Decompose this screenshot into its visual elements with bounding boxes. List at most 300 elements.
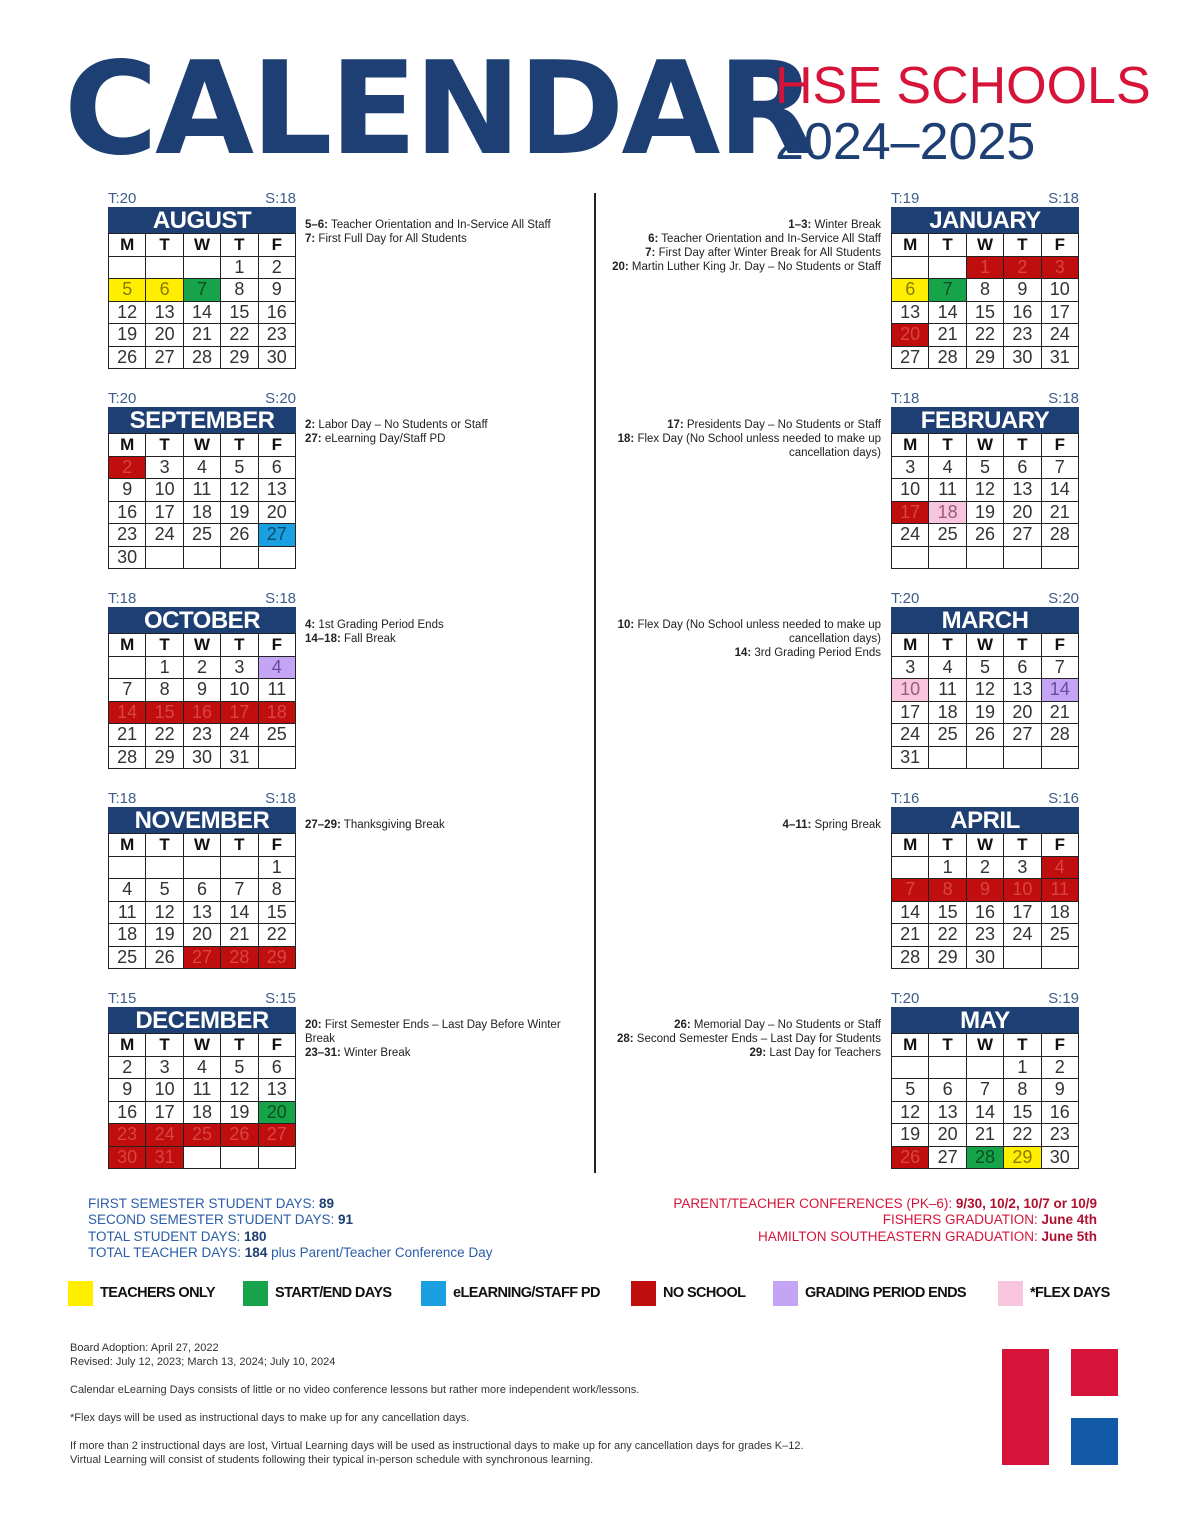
day-cell: 26 xyxy=(966,724,1003,747)
empty-cell xyxy=(258,746,295,769)
month-grid xyxy=(108,1033,296,1169)
empty-cell xyxy=(892,256,929,279)
day-cell: 1 xyxy=(966,256,1003,279)
day-cell: 7 xyxy=(1041,656,1078,679)
legend-label: NO SCHOOL xyxy=(663,1285,746,1301)
note-dates: 14: xyxy=(734,647,752,659)
day-cell: 3 xyxy=(1041,256,1078,279)
note-text: Teacher Orientation and In-Service All Staff xyxy=(658,233,881,245)
month-notes-march xyxy=(609,618,881,660)
weekday-header: M xyxy=(109,434,146,457)
weekday-header: T xyxy=(221,834,258,857)
week-row xyxy=(109,301,296,324)
month-may xyxy=(891,990,1079,1169)
month-name: APRIL xyxy=(891,807,1079,833)
note-dates: 7: xyxy=(645,247,656,259)
day-cell: 28 xyxy=(929,346,966,369)
week-row xyxy=(892,501,1079,524)
day-cell: 7 xyxy=(892,879,929,902)
day-cell: 27 xyxy=(929,1146,966,1169)
week-row xyxy=(892,301,1079,324)
note-dates: 28: xyxy=(616,1033,634,1045)
day-cell: 21 xyxy=(1041,501,1078,524)
day-cell: 20 xyxy=(1004,501,1041,524)
week-row xyxy=(109,456,296,479)
weekday-row xyxy=(892,434,1079,457)
teacher-days: T:18 xyxy=(108,590,137,607)
day-cell: 10 xyxy=(146,1079,183,1102)
day-cell: 5 xyxy=(109,279,146,302)
day-cell: 2 xyxy=(966,856,1003,879)
note-line xyxy=(609,246,881,260)
day-cell: 10 xyxy=(892,479,929,502)
day-cell: 12 xyxy=(146,901,183,924)
day-cell: 27 xyxy=(258,1124,295,1147)
day-cell: 12 xyxy=(892,1101,929,1124)
day-cell: 30 xyxy=(258,346,295,369)
month-notes-december xyxy=(305,1018,577,1060)
week-row xyxy=(892,656,1079,679)
day-cell: 4 xyxy=(929,656,966,679)
month-day-counts xyxy=(891,590,1079,607)
weekday-header: W xyxy=(183,834,220,857)
weekday-header: T xyxy=(146,1034,183,1057)
day-cell: 4 xyxy=(929,456,966,479)
note-line xyxy=(305,232,577,246)
month-grid xyxy=(108,833,296,969)
legend-swatch xyxy=(243,1281,268,1306)
day-cell: 7 xyxy=(221,879,258,902)
day-cell: 3 xyxy=(146,456,183,479)
note-text: 1st Grading Period Ends xyxy=(315,619,444,631)
empty-cell xyxy=(183,1146,220,1169)
day-cell: 26 xyxy=(221,524,258,547)
day-cell: 10 xyxy=(1004,879,1041,902)
day-cell: 15 xyxy=(146,701,183,724)
page-title: CALENDAR xyxy=(64,35,813,184)
day-cell: 18 xyxy=(258,701,295,724)
note-text: Last Day for Teachers xyxy=(766,1047,881,1059)
day-cell: 22 xyxy=(929,924,966,947)
weekday-header: T xyxy=(221,634,258,657)
day-cell: 6 xyxy=(1004,656,1041,679)
note-dates: 1–3: xyxy=(788,219,812,231)
teacher-days: T:20 xyxy=(108,190,137,207)
day-cell: 15 xyxy=(258,901,295,924)
day-cell: 4 xyxy=(109,879,146,902)
day-cell: 13 xyxy=(258,479,295,502)
day-cell: 6 xyxy=(183,879,220,902)
day-cell: 12 xyxy=(221,479,258,502)
weekday-header: M xyxy=(109,1034,146,1057)
day-cell: 21 xyxy=(892,924,929,947)
weekday-header: T xyxy=(146,434,183,457)
day-cell: 13 xyxy=(892,301,929,324)
day-cell: 5 xyxy=(221,1056,258,1079)
note-dates: 14–18: xyxy=(305,633,341,645)
day-cell: 16 xyxy=(1004,301,1041,324)
stat-line: TOTAL TEACHER DAYS: 184 plus Parent/Teacher Conference Day xyxy=(88,1245,493,1261)
day-cell: 16 xyxy=(183,701,220,724)
school-year: 2024–2025 xyxy=(775,113,1036,171)
day-cell: 3 xyxy=(221,656,258,679)
empty-cell xyxy=(892,546,929,569)
day-cell: 28 xyxy=(221,946,258,969)
weekday-row xyxy=(892,634,1079,657)
day-cell: 24 xyxy=(892,524,929,547)
teacher-days: T:20 xyxy=(891,590,920,607)
note-text: Thanksgiving Break xyxy=(340,819,445,831)
month-august xyxy=(108,190,296,369)
month-day-counts xyxy=(891,390,1079,407)
weekday-header: M xyxy=(892,834,929,857)
day-cell: 3 xyxy=(1004,856,1041,879)
day-cell: 16 xyxy=(109,501,146,524)
day-cell: 26 xyxy=(221,1124,258,1147)
day-cell: 23 xyxy=(966,924,1003,947)
empty-cell xyxy=(183,546,220,569)
day-cell: 19 xyxy=(966,501,1003,524)
month-notes-november xyxy=(305,818,577,832)
weekday-header: T xyxy=(1004,834,1041,857)
note-line xyxy=(609,818,881,832)
stat-line: SECOND SEMESTER STUDENT DAYS: 91 xyxy=(88,1212,354,1228)
weekday-row xyxy=(109,434,296,457)
day-cell: 9 xyxy=(109,1079,146,1102)
weekday-header: T xyxy=(929,1034,966,1057)
day-cell: 30 xyxy=(1041,1146,1078,1169)
week-row xyxy=(109,656,296,679)
week-row xyxy=(892,724,1079,747)
day-cell: 31 xyxy=(1041,346,1078,369)
note-text: 3rd Grading Period Ends xyxy=(751,647,881,659)
day-cell: 8 xyxy=(146,679,183,702)
weekday-header: T xyxy=(929,234,966,257)
day-cell: 9 xyxy=(109,479,146,502)
day-cell: 22 xyxy=(221,324,258,347)
day-cell: 31 xyxy=(892,746,929,769)
empty-cell xyxy=(183,256,220,279)
weekday-header: W xyxy=(966,234,1003,257)
board-adoption: Board Adoption: April 27, 2022 xyxy=(70,1342,219,1354)
day-cell: 30 xyxy=(1004,346,1041,369)
day-cell: 27 xyxy=(146,346,183,369)
note-text: Labor Day – No Students or Staff xyxy=(315,419,488,431)
student-days: S:18 xyxy=(265,590,296,607)
day-cell: 27 xyxy=(1004,524,1041,547)
note-dates: 20: xyxy=(305,1019,322,1031)
day-cell: 27 xyxy=(1004,724,1041,747)
day-cell: 21 xyxy=(966,1124,1003,1147)
week-row xyxy=(109,879,296,902)
empty-cell xyxy=(929,256,966,279)
day-cell: 21 xyxy=(109,724,146,747)
day-cell: 1 xyxy=(1004,1056,1041,1079)
empty-cell xyxy=(258,546,295,569)
month-notes-september xyxy=(305,418,577,446)
day-cell: 8 xyxy=(258,879,295,902)
day-cell: 23 xyxy=(1004,324,1041,347)
day-cell: 11 xyxy=(929,679,966,702)
week-row xyxy=(109,346,296,369)
weekday-header: W xyxy=(183,634,220,657)
day-cell: 1 xyxy=(146,656,183,679)
empty-cell xyxy=(221,1146,258,1169)
day-cell: 27 xyxy=(892,346,929,369)
week-row xyxy=(109,1146,296,1169)
day-cell: 30 xyxy=(109,546,146,569)
day-cell: 20 xyxy=(146,324,183,347)
column-divider xyxy=(594,193,596,1173)
month-notes-may xyxy=(609,1018,881,1060)
month-december xyxy=(108,990,296,1169)
month-name: AUGUST xyxy=(108,207,296,233)
day-cell: 18 xyxy=(1041,901,1078,924)
month-grid xyxy=(108,633,296,769)
weekday-header: T xyxy=(929,834,966,857)
month-february xyxy=(891,390,1079,569)
day-totals xyxy=(88,1196,492,1262)
events-summary xyxy=(673,1196,1097,1245)
note-line xyxy=(609,260,881,274)
elearning-note: Calendar eLearning Days consists of little or no video conference lessons but rather more independent work/lessons. xyxy=(70,1384,640,1396)
day-cell: 18 xyxy=(109,924,146,947)
day-cell: 17 xyxy=(892,701,929,724)
weekday-header: T xyxy=(146,634,183,657)
note-line xyxy=(609,1018,881,1032)
day-cell: 12 xyxy=(109,301,146,324)
weekday-header: W xyxy=(966,434,1003,457)
month-notes-april xyxy=(609,818,881,832)
note-dates: 17: xyxy=(667,419,684,431)
weekday-row xyxy=(109,634,296,657)
empty-cell xyxy=(1004,546,1041,569)
weekday-header: T xyxy=(221,434,258,457)
day-cell: 31 xyxy=(146,1146,183,1169)
week-row xyxy=(892,279,1079,302)
weekday-header: T xyxy=(1004,634,1041,657)
empty-cell xyxy=(146,546,183,569)
day-cell: 6 xyxy=(892,279,929,302)
day-cell: 26 xyxy=(146,946,183,969)
month-november xyxy=(108,790,296,969)
day-cell: 19 xyxy=(109,324,146,347)
day-cell: 25 xyxy=(109,946,146,969)
hse-logo-icon xyxy=(1002,1349,1118,1465)
empty-cell xyxy=(929,1056,966,1079)
note-dates: 4: xyxy=(305,619,316,631)
teacher-days: T:20 xyxy=(891,990,920,1007)
note-dates: 27–29: xyxy=(305,819,341,831)
legend-swatch xyxy=(773,1281,798,1306)
month-day-counts xyxy=(108,390,296,407)
student-days: S:18 xyxy=(1048,190,1079,207)
weekday-header: M xyxy=(892,1034,929,1057)
day-cell: 21 xyxy=(183,324,220,347)
day-cell: 19 xyxy=(146,924,183,947)
month-grid xyxy=(108,433,296,569)
empty-cell xyxy=(146,256,183,279)
day-cell: 10 xyxy=(1041,279,1078,302)
day-cell: 13 xyxy=(183,901,220,924)
week-row xyxy=(109,856,296,879)
legend-label: GRADING PERIOD ENDS xyxy=(805,1285,967,1301)
day-cell: 6 xyxy=(1004,456,1041,479)
day-cell: 2 xyxy=(1004,256,1041,279)
legend-label: TEACHERS ONLY xyxy=(100,1285,215,1301)
day-cell: 7 xyxy=(966,1079,1003,1102)
note-text: Presidents Day – No Students or Staff xyxy=(683,419,881,431)
week-row xyxy=(109,1101,296,1124)
weekday-header: T xyxy=(146,834,183,857)
month-name: OCTOBER xyxy=(108,607,296,633)
day-cell: 9 xyxy=(183,679,220,702)
empty-cell xyxy=(109,256,146,279)
week-row xyxy=(109,746,296,769)
day-cell: 7 xyxy=(929,279,966,302)
legend-label: START/END DAYS xyxy=(275,1285,392,1301)
weekday-header: W xyxy=(183,1034,220,1057)
week-row xyxy=(892,679,1079,702)
note-dates: 10: xyxy=(617,619,635,631)
month-name: SEPTEMBER xyxy=(108,407,296,433)
note-dates: 7: xyxy=(305,233,316,245)
legend-swatch xyxy=(631,1281,656,1306)
day-cell: 25 xyxy=(258,724,295,747)
day-cell: 24 xyxy=(221,724,258,747)
day-cell: 22 xyxy=(1004,1124,1041,1147)
week-row xyxy=(109,1124,296,1147)
day-cell: 3 xyxy=(146,1056,183,1079)
note-line xyxy=(305,1018,577,1046)
day-cell: 25 xyxy=(183,1124,220,1147)
day-cell: 19 xyxy=(966,701,1003,724)
day-cell: 14 xyxy=(221,901,258,924)
month-september xyxy=(108,390,296,569)
day-cell: 11 xyxy=(183,1079,220,1102)
teacher-days: T:19 xyxy=(891,190,920,207)
day-cell: 12 xyxy=(966,479,1003,502)
month-name: DECEMBER xyxy=(108,1007,296,1033)
note-line xyxy=(609,432,881,460)
month-name: MARCH xyxy=(891,607,1079,633)
day-cell: 19 xyxy=(892,1124,929,1147)
day-cell: 29 xyxy=(221,346,258,369)
day-cell: 14 xyxy=(892,901,929,924)
day-cell: 21 xyxy=(1041,701,1078,724)
week-row xyxy=(892,1056,1079,1079)
day-cell: 14 xyxy=(109,701,146,724)
weekday-header: T xyxy=(1004,1034,1041,1057)
day-cell: 25 xyxy=(183,524,220,547)
weekday-row xyxy=(892,834,1079,857)
day-cell: 2 xyxy=(183,656,220,679)
note-dates: 20: xyxy=(612,261,629,273)
week-row xyxy=(109,924,296,947)
day-cell: 11 xyxy=(183,479,220,502)
day-cell: 7 xyxy=(1041,456,1078,479)
day-cell: 5 xyxy=(892,1079,929,1102)
day-cell: 6 xyxy=(146,279,183,302)
teacher-days: T:15 xyxy=(108,990,137,1007)
day-cell: 11 xyxy=(109,901,146,924)
day-cell: 4 xyxy=(1041,856,1078,879)
day-cell: 9 xyxy=(966,879,1003,902)
week-row xyxy=(892,456,1079,479)
day-cell: 20 xyxy=(258,1101,295,1124)
day-cell: 20 xyxy=(1004,701,1041,724)
day-cell: 28 xyxy=(966,1146,1003,1169)
day-cell: 27 xyxy=(258,524,295,547)
empty-cell xyxy=(1041,746,1078,769)
day-cell: 28 xyxy=(109,746,146,769)
day-cell: 30 xyxy=(966,946,1003,969)
empty-cell xyxy=(1004,746,1041,769)
month-january xyxy=(891,190,1079,369)
day-cell: 8 xyxy=(929,879,966,902)
day-cell: 7 xyxy=(183,279,220,302)
month-grid xyxy=(891,833,1079,969)
day-cell: 29 xyxy=(146,746,183,769)
day-cell: 3 xyxy=(892,456,929,479)
teacher-days: T:18 xyxy=(891,390,920,407)
note-line xyxy=(609,1032,881,1046)
day-cell: 29 xyxy=(966,346,1003,369)
day-cell: 29 xyxy=(929,946,966,969)
empty-cell xyxy=(146,856,183,879)
weekday-header: T xyxy=(1004,234,1041,257)
day-cell: 12 xyxy=(966,679,1003,702)
day-cell: 9 xyxy=(1041,1079,1078,1102)
note-text: Martin Luther King Jr. Day – No Students or Staff xyxy=(628,261,881,273)
legend-label: eLEARNING/STAFF PD xyxy=(453,1285,600,1301)
weekday-row xyxy=(109,1034,296,1057)
day-cell: 17 xyxy=(221,701,258,724)
teacher-days: T:18 xyxy=(108,790,137,807)
day-cell: 22 xyxy=(966,324,1003,347)
month-name: MAY xyxy=(891,1007,1079,1033)
week-row xyxy=(892,879,1079,902)
month-october xyxy=(108,590,296,769)
empty-cell xyxy=(1041,546,1078,569)
day-cell: 16 xyxy=(109,1101,146,1124)
weekday-header: T xyxy=(221,1034,258,1057)
week-row xyxy=(109,524,296,547)
day-cell: 17 xyxy=(146,1101,183,1124)
week-row xyxy=(109,546,296,569)
day-cell: 15 xyxy=(929,901,966,924)
empty-cell xyxy=(892,856,929,879)
empty-cell xyxy=(109,656,146,679)
day-cell: 24 xyxy=(1004,924,1041,947)
weekday-header: F xyxy=(258,234,295,257)
day-cell: 13 xyxy=(929,1101,966,1124)
day-cell: 2 xyxy=(109,1056,146,1079)
day-cell: 30 xyxy=(183,746,220,769)
week-row xyxy=(892,901,1079,924)
note-dates: 23–31: xyxy=(305,1047,341,1059)
day-cell: 5 xyxy=(146,879,183,902)
school-name: HSE SCHOOLS xyxy=(775,57,1151,115)
day-cell: 3 xyxy=(892,656,929,679)
empty-cell xyxy=(221,856,258,879)
month-day-counts xyxy=(108,590,296,607)
note-line xyxy=(305,1046,577,1060)
day-cell: 28 xyxy=(1041,724,1078,747)
day-cell: 5 xyxy=(221,456,258,479)
weekday-header: W xyxy=(966,834,1003,857)
note-dates: 4–11: xyxy=(782,819,812,831)
